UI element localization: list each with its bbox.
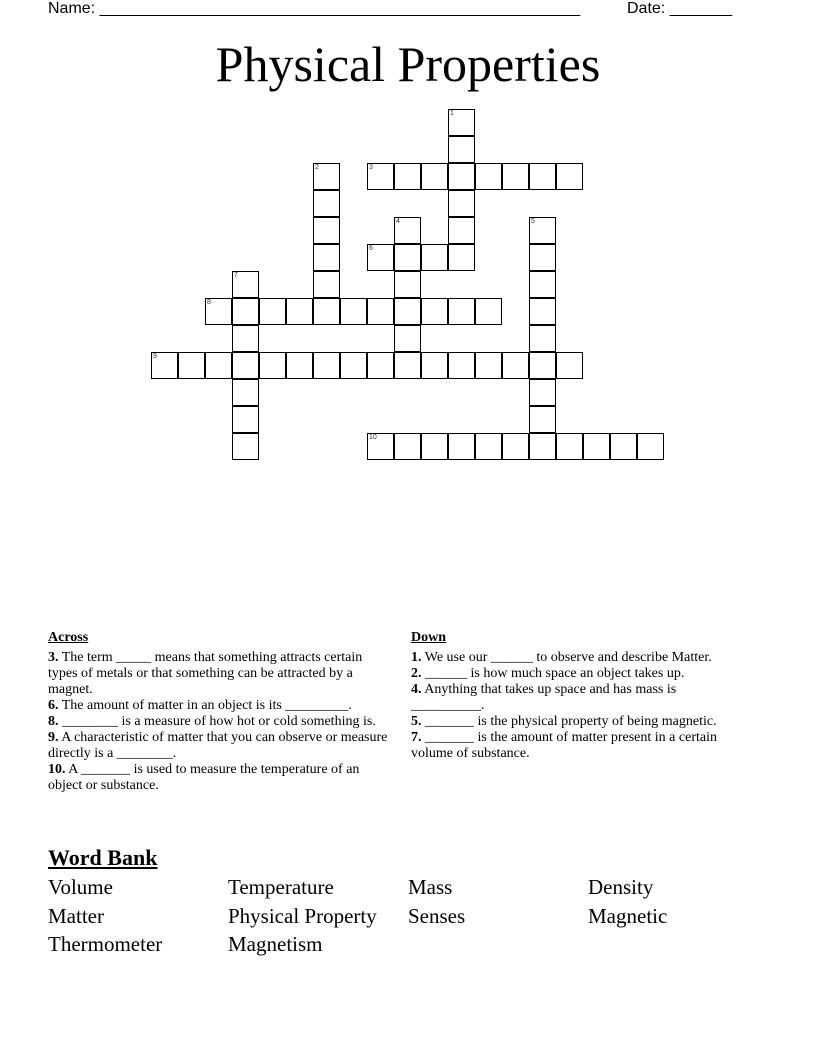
- crossword-cell[interactable]: [583, 433, 610, 460]
- crossword-cell[interactable]: [367, 163, 394, 190]
- across-clue: [48, 650, 388, 698]
- crossword-cell[interactable]: [205, 298, 232, 325]
- clue-number: 6.: [48, 698, 59, 713]
- crossword-cell[interactable]: [367, 298, 394, 325]
- crossword-cell[interactable]: [286, 352, 313, 379]
- crossword-cell[interactable]: [556, 352, 583, 379]
- crossword-cell[interactable]: [502, 163, 529, 190]
- page-title: Physical Properties: [215, 36, 601, 92]
- crossword-cell[interactable]: [529, 379, 556, 406]
- word-bank-item: Volume: [48, 875, 113, 899]
- across-clue: [48, 730, 388, 762]
- clue-text: _______ is the amount of matter present in a certain volume of substance.: [411, 730, 717, 761]
- crossword-cell[interactable]: [421, 244, 448, 271]
- across-clue: [48, 762, 388, 794]
- crossword-cell[interactable]: [313, 217, 340, 244]
- crossword-cell[interactable]: [232, 379, 259, 406]
- cell-number: 3: [369, 164, 373, 171]
- word-bank-item: Matter: [48, 904, 104, 928]
- clue-number: 1.: [411, 650, 422, 665]
- word-bank-item: Magnetism: [228, 932, 323, 956]
- word-bank-item: Density: [588, 875, 654, 899]
- cell-number: 6: [369, 245, 373, 252]
- date-field-label: Date: _______: [627, 0, 732, 17]
- cell-number: 2: [315, 164, 319, 171]
- clue-number: 10.: [48, 762, 66, 777]
- crossword-cell[interactable]: [421, 163, 448, 190]
- crossword-cell[interactable]: [151, 352, 178, 379]
- crossword-cell[interactable]: [529, 298, 556, 325]
- cell-number: 4: [396, 218, 400, 225]
- clue-text: Anything that takes up space and has mass is __________.: [411, 682, 677, 713]
- across-clue: [48, 714, 388, 730]
- crossword-cell[interactable]: [205, 352, 232, 379]
- clue-text: ______ is how much space an object takes up.: [425, 666, 685, 681]
- crossword-cell[interactable]: [286, 298, 313, 325]
- crossword-cell[interactable]: [448, 163, 475, 190]
- word-bank-item: Mass: [408, 875, 453, 899]
- clue-number: 3.: [48, 650, 59, 665]
- crossword-cell[interactable]: [367, 433, 394, 460]
- clue-text: A _______ is used to measure the temperature of an object or substance.: [48, 762, 360, 793]
- crossword-cell[interactable]: [340, 352, 367, 379]
- crossword-cell[interactable]: [367, 244, 394, 271]
- crossword-cell[interactable]: [448, 298, 475, 325]
- clue-text: ________ is a measure of how hot or cold something is.: [62, 714, 376, 729]
- crossword-cell[interactable]: [394, 325, 421, 352]
- crossword-cell[interactable]: [637, 433, 664, 460]
- crossword-cell[interactable]: [232, 433, 259, 460]
- crossword-cell[interactable]: [232, 325, 259, 352]
- word-bank-item: Magnetic: [588, 904, 668, 928]
- clue-text: _______ is the physical property of being magnetic.: [425, 714, 717, 729]
- crossword-cell[interactable]: [529, 217, 556, 244]
- crossword-cell[interactable]: [475, 352, 502, 379]
- crossword-cell[interactable]: [448, 136, 475, 163]
- clue-number: 8.: [48, 714, 59, 729]
- crossword-cell[interactable]: [421, 352, 448, 379]
- across-clues: [48, 630, 388, 794]
- crossword-cell[interactable]: [529, 163, 556, 190]
- crossword-cell[interactable]: [529, 244, 556, 271]
- clue-text: We use our ______ to observe and describe Matter.: [424, 650, 712, 665]
- clue-number: 4.: [411, 682, 422, 697]
- crossword-cell[interactable]: [394, 271, 421, 298]
- crossword-cell[interactable]: [394, 163, 421, 190]
- crossword-cell[interactable]: [394, 298, 421, 325]
- crossword-cell[interactable]: [232, 298, 259, 325]
- crossword-cell[interactable]: [421, 298, 448, 325]
- crossword-cell[interactable]: [259, 298, 286, 325]
- clue-number: 9.: [48, 730, 59, 745]
- name-field-label: Name: ______________________________________________________: [48, 0, 581, 17]
- crossword-cell[interactable]: [394, 244, 421, 271]
- crossword-cell[interactable]: [448, 352, 475, 379]
- crossword-cell[interactable]: [529, 325, 556, 352]
- crossword-cell[interactable]: [313, 271, 340, 298]
- cell-number: 5: [531, 218, 535, 225]
- down-clue: [411, 666, 741, 682]
- crossword-cell[interactable]: [178, 352, 205, 379]
- crossword-cell[interactable]: [529, 433, 556, 460]
- down-clues: [411, 630, 741, 762]
- crossword-cell[interactable]: [529, 352, 556, 379]
- across-heading: Across: [48, 630, 89, 645]
- crossword-cell[interactable]: [448, 244, 475, 271]
- crossword-cell[interactable]: [529, 406, 556, 433]
- crossword-grid: [151, 109, 671, 469]
- crossword-cell[interactable]: [502, 433, 529, 460]
- crossword-cell[interactable]: [394, 217, 421, 244]
- down-clue: [411, 714, 741, 730]
- crossword-cell[interactable]: [394, 433, 421, 460]
- word-bank-title: Word Bank: [48, 845, 158, 870]
- crossword-cell[interactable]: [232, 271, 259, 298]
- crossword-cell[interactable]: [367, 352, 394, 379]
- cell-number: 7: [234, 272, 238, 279]
- crossword-cell[interactable]: [448, 190, 475, 217]
- crossword-cell[interactable]: [529, 271, 556, 298]
- crossword-cell[interactable]: [556, 163, 583, 190]
- crossword-cell[interactable]: [556, 433, 583, 460]
- crossword-cell[interactable]: [313, 190, 340, 217]
- cell-number: 1: [450, 110, 454, 117]
- crossword-cell[interactable]: [448, 433, 475, 460]
- crossword-cell[interactable]: [313, 163, 340, 190]
- crossword-cell[interactable]: [475, 298, 502, 325]
- crossword-cell[interactable]: [502, 352, 529, 379]
- crossword-cell[interactable]: [259, 352, 286, 379]
- cell-number: 8: [207, 299, 211, 306]
- clue-number: 2.: [411, 666, 422, 681]
- across-clue: [48, 698, 388, 714]
- crossword-cell[interactable]: [421, 433, 448, 460]
- cell-number: 10: [369, 434, 377, 441]
- word-bank-item: Senses: [408, 904, 466, 928]
- crossword-cell[interactable]: [475, 163, 502, 190]
- crossword-cell[interactable]: [313, 352, 340, 379]
- clue-text: A characteristic of matter that you can observe or measure directly is a ________.: [48, 730, 388, 761]
- crossword-cell[interactable]: [448, 109, 475, 136]
- crossword-cell[interactable]: [232, 352, 259, 379]
- crossword-cell[interactable]: [448, 217, 475, 244]
- crossword-cell[interactable]: [340, 298, 367, 325]
- down-heading: Down: [411, 630, 447, 645]
- crossword-cell[interactable]: [313, 298, 340, 325]
- crossword-cell[interactable]: [313, 244, 340, 271]
- word-bank-item: Temperature: [228, 875, 334, 899]
- crossword-cell[interactable]: [475, 433, 502, 460]
- down-clue: [411, 682, 741, 714]
- clue-text: The amount of matter in an object is its _________.: [61, 698, 352, 713]
- down-clue: [411, 730, 741, 762]
- down-clue: [411, 650, 741, 666]
- clue-number: 5.: [411, 714, 422, 729]
- word-bank-item: Thermometer: [48, 932, 163, 956]
- crossword-cell[interactable]: [394, 352, 421, 379]
- clue-text: The term _____ means that something attracts certain types of metals or that something can be attracted by a magnet.: [48, 650, 363, 697]
- crossword-cell[interactable]: [610, 433, 637, 460]
- word-bank-item: Physical Property: [228, 904, 377, 928]
- cell-number: 9: [153, 353, 157, 360]
- crossword-cell[interactable]: [232, 406, 259, 433]
- clue-number: 7.: [411, 730, 422, 745]
